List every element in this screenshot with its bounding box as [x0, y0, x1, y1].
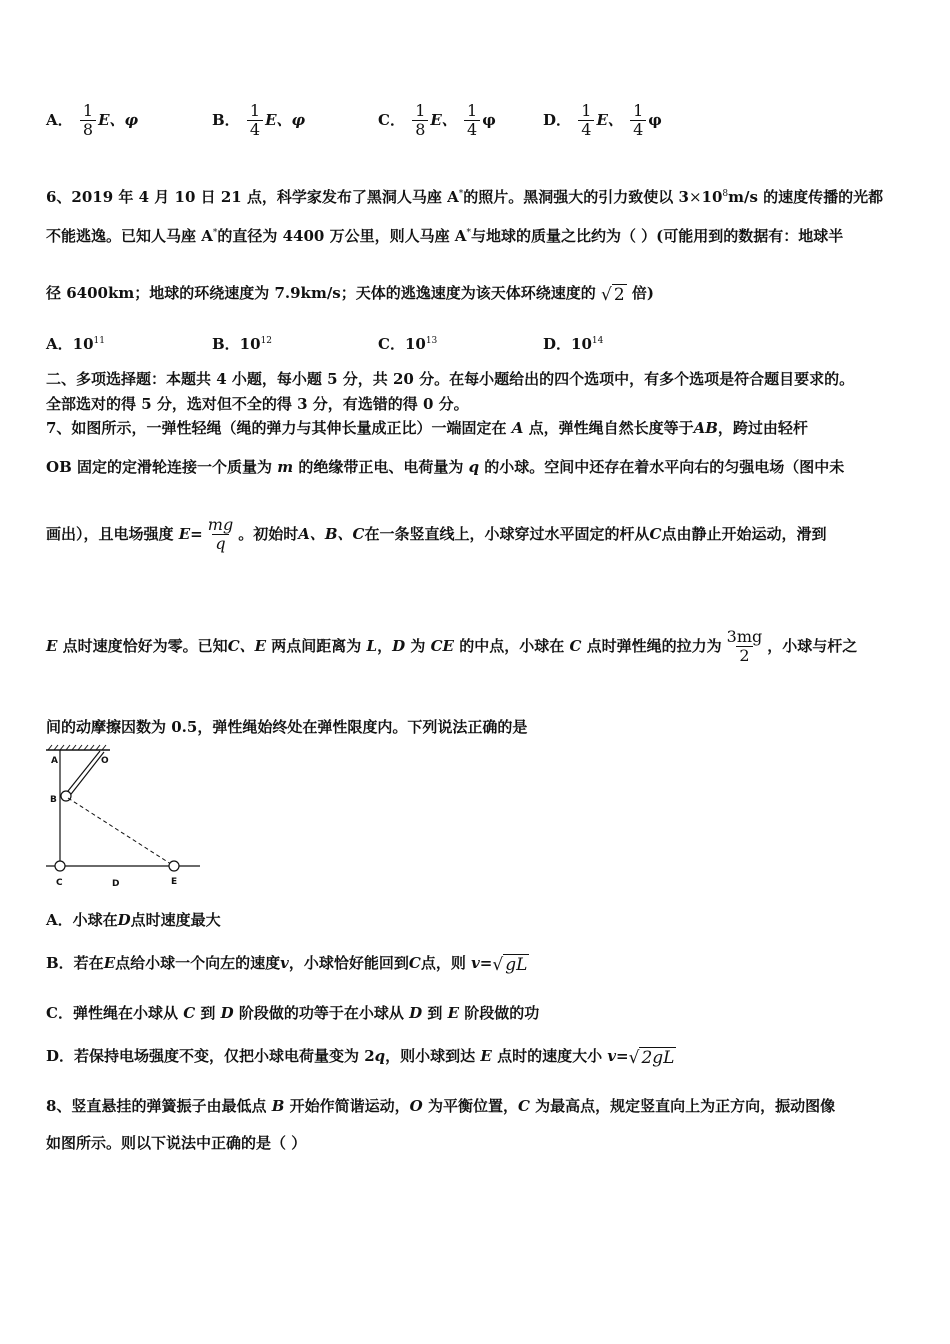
q7-option-b: B．若在E点给小球一个向左的速度v，小球恰好能回到C点，则 v=√ gL	[46, 954, 528, 975]
label-e: E	[171, 877, 178, 887]
q6-option-a: A．$10^{11}$	[46, 335, 105, 353]
q6-line-1: 6、2019 年 4 月 10 日 21 点，科学家发布了黑洞人马座 A*的照片。黑洞强大的引力致使以 $3\times 10^8m/s$ 的速度传播的光都	[46, 188, 884, 206]
fraction: $\frac{1}{4}$	[630, 102, 646, 140]
q7-line-3: 画出），且电场强度 E= $\frac{mg}{q}$ 。初始时A、B、C在一条竖直线上，小球穿过水平固定的杆从C点由静止开始运动，滑到	[46, 515, 827, 554]
q7-line-1: 7、如图所示，一弹性轻绳（绳的弹力与其伸长量成正比）一端固定在 A 点，弹性绳自然长度等于AB，跨过由轻杆	[46, 419, 808, 437]
q6-line-3: 径 6400km；地球的环绕速度为 7.9km/s；天体的逃逸速度为该天体环绕速度的 √ 2 倍)	[46, 284, 654, 305]
q5-option-d: D． $\frac{1}{4}$ E、 $\frac{1}{4}$ φ	[543, 101, 662, 140]
fraction: $\frac{1}{8}$	[412, 102, 428, 140]
q6-option-b: B．$10^{12}$	[212, 335, 273, 353]
section2-line-2: 全部选对的得 5 分，选对但不全的得 3 分，有选错的得 0 分。	[46, 395, 469, 413]
ball-c	[55, 861, 65, 871]
label-a: A	[51, 756, 58, 766]
fraction: $\frac{1}{4}$	[578, 102, 594, 140]
rod-ob-2	[68, 752, 104, 798]
section2-line-1: 二、多项选择题：本题共 4 小题，每小题 5 分，共 20 分。在每小题给出的四个选项中，有多个选项是符合题目要求的。	[46, 370, 855, 388]
q8-line-2: 如图所示。则以下说法中正确的是（ ）	[46, 1134, 307, 1152]
q7-line-2: OB 固定的定滑轮连接一个质量为 m 的绝缘带正电、电荷量为 q 的小球。空间中还存在着水平向右的匀强电场（图中未	[46, 458, 845, 476]
sqrt-symbol: √ 2gL	[628, 1048, 675, 1068]
q7-option-a: A．小球在D点时速度最大	[46, 911, 221, 929]
fraction: $\frac{1}{8}$	[80, 102, 96, 140]
q8-line-1: 8、竖直悬挂的弹簧振子由最低点 B 开始作简谐运动，O 为平衡位置，C 为最高点，规定竖直向上为正方向，振动图像	[46, 1097, 836, 1115]
q6-line-2: 不能逃逸。已知人马座 A*的直径为 4400 万公里，则人马座 A*与地球的质量之比约为（ ）(可能用到的数据有：地球半	[46, 227, 844, 245]
fraction-3mg-over-2: $\frac{3mg}{2}$	[726, 627, 763, 666]
q5-option-a: A． $\frac{1}{8}$ E、φ	[46, 101, 139, 140]
q7-option-c: C．弹性绳在小球从 C 到 D 阶段做的功等于在小球从 D 到 E 阶段做的功	[46, 1004, 540, 1022]
label-c: C	[56, 878, 63, 888]
q6-option-c: C．$10^{13}$	[378, 335, 438, 353]
ball-e	[169, 861, 179, 871]
label-b: B	[50, 795, 57, 805]
ceiling-hatch	[46, 745, 110, 750]
sqrt-symbol: √ gL	[492, 955, 528, 975]
fraction: $\frac{1}{4}$	[464, 102, 480, 140]
q6-option-d: D．$10^{14}$	[543, 335, 604, 353]
q7-figure	[44, 744, 204, 889]
label-d: D	[112, 879, 120, 889]
elastic-rope-dashed	[68, 798, 174, 866]
fraction-mg-over-q: $\frac{mg}{q}$	[207, 515, 234, 554]
label-o: O	[101, 756, 109, 766]
q7-line-5: 间的动摩擦因数为 0.5，弹性绳始终处在弹性限度内。下列说法正确的是	[46, 718, 528, 736]
q5-option-b: B． $\frac{1}{4}$ E、φ	[212, 101, 306, 140]
sqrt-symbol: √ 2	[600, 285, 625, 305]
rod-ob-1	[64, 751, 100, 796]
q7-line-4: E 点时速度恰好为零。已知C、E 两点间距离为 L，D 为 CE 的中点，小球在 C 点时弹性绳的拉力为 $\frac{3mg}{2}$ ，小球与杆之	[46, 627, 858, 666]
q7-option-d: D．若保持电场强度不变，仅把小球电荷量变为 2q，则小球到达 E 点时的速度大小 v=√ 2gL	[46, 1047, 675, 1068]
fraction: $\frac{1}{4}$	[247, 102, 263, 140]
q5-option-c: C． $\frac{1}{8}$ E、 $\frac{1}{4}$ φ	[378, 101, 496, 140]
